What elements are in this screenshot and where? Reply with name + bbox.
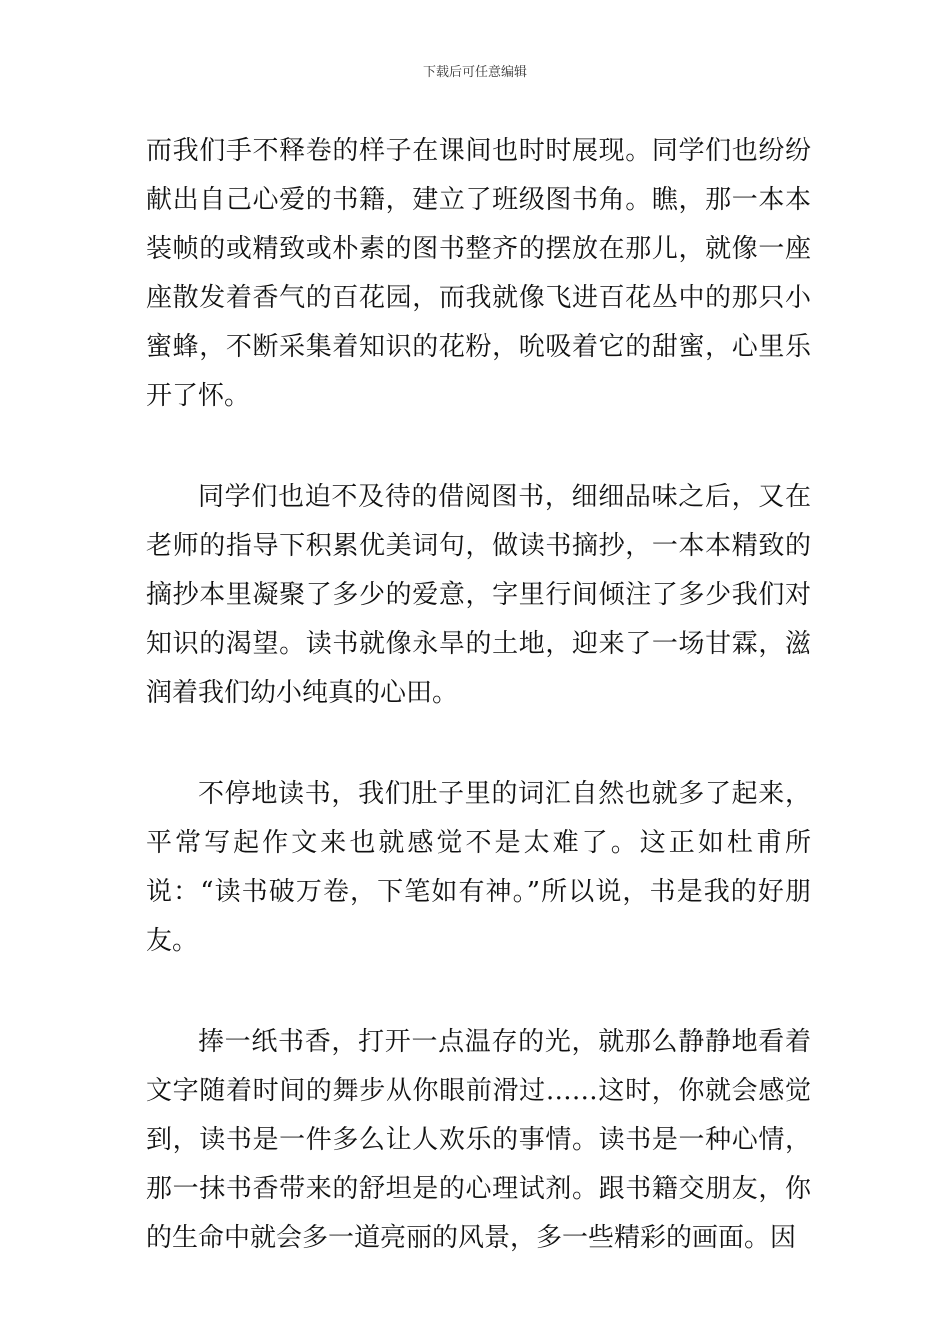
page-header-note: 下载后可任意编辑 [422, 65, 527, 80]
paragraph-2: 同学们也迫不及待的借阅图书，细细品味之后，又在老师的指导下积累优美词句，做读书摘抄，一本本精致的摘抄本里凝聚了多少的爱意，字里行间倾注了多少我们对知识的渴望。读书就像永旱的土地，迎来了一场甘霖，滋润着我们幼小纯真的心田。 [146, 482, 811, 708]
document-body [146, 127, 811, 1263]
paragraph-4: 捧一纸书香，打开一点温存的光，就那么静静地看着文字随着时间的舞步从你眼前滑过……这时，你就会感觉到，读书是一件多么让人欢乐的事情。读书是一种心情，那一抹书香带来的舒坦是的心理试剂。跟书籍交朋友，你的生命中就会多一道亮丽的风景，多一些精彩的画面。因 [146, 1027, 811, 1253]
paragraph-3: 不停地读书，我们肚子里的词汇自然也就多了起来，平常写起作文来也就感觉不是太难了。这正如杜甫所说：“读书破万卷，下笔如有神。”所以说，书是我的好朋友。 [146, 779, 811, 956]
paragraph-1: 而我们手不释卷的样子在课间也时时展现。同学们也纷纷献出自己心爱的书籍，建立了班级图书角。瞧，那一本本装帧的或精致或朴素的图书整齐的摆放在那儿，就像一座座散发着香气的百花园，而我就像飞进百花丛中的那只小蜜蜂，不断采集着知识的花粉，吮吸着它的甜蜜，心里乐开了怀。 [146, 136, 811, 411]
